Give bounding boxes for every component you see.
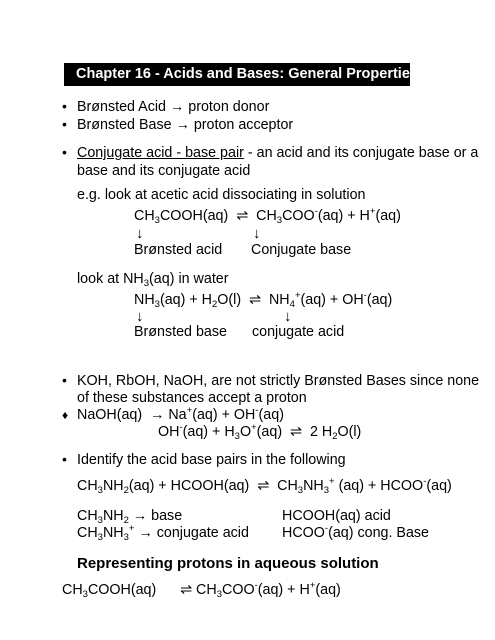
example-ammonia-intro: look at $NH_3(aq)$ in water bbox=[77, 271, 229, 289]
bullet-icon: • bbox=[62, 116, 67, 132]
bronsted-base-term: Brønsted Base bbox=[77, 117, 172, 133]
acetic-acid-equation-2: $CH_3COOH(aq)$ ⇌ $CH_3COO^-(aq) + H^+(aq)$ bbox=[62, 580, 341, 600]
diamond-bullet-icon: ♦ bbox=[62, 408, 69, 422]
conjugate-pair-line2: base and its conjugate acid bbox=[77, 163, 251, 179]
section-heading-protons: Representing protons in aqueous solution bbox=[77, 555, 379, 572]
right-arrow-icon: → bbox=[169, 99, 185, 115]
ammonia-intro-text: look at NH bbox=[77, 271, 144, 287]
koh-note-line1: KOH, RbOH, NaOH, are not strictly Brønsted Bases since none bbox=[77, 373, 480, 389]
label-conjugate-acid: conjugate acid bbox=[252, 324, 345, 340]
down-arrow-icon: ↓ bbox=[136, 225, 144, 242]
bronsted-base-meaning: proton acceptor bbox=[193, 117, 294, 133]
bronsted-base-definition bbox=[77, 118, 293, 132]
pair-base-line: $CH_3NH_2$ → base bbox=[77, 508, 183, 526]
example-acetic-intro: e.g. look at acetic acid dissociating in solution bbox=[77, 187, 366, 203]
pair-conjugate-acid-line: $CH_3NH_3^+$ → conjugate acid bbox=[77, 523, 249, 543]
ammonia-equation: $NH_3(aq) + H_2O(l)$ ⇌ $NH_4^+(aq) + OH^-(aq)$ bbox=[134, 290, 393, 310]
right-arrow-icon: → bbox=[175, 117, 190, 133]
chapter-title: Chapter 16 - Acids and Bases: General Properties bbox=[64, 63, 410, 86]
bullet-icon: • bbox=[62, 451, 67, 467]
pair-conjugate-base-label: (aq) cong. Base bbox=[328, 525, 430, 541]
koh-note-line2: of these substances accept a proton bbox=[77, 390, 307, 406]
pair-conjugate-acid-label: conjugate acid bbox=[156, 525, 249, 541]
bronsted-acid-meaning: proton donor bbox=[188, 99, 270, 115]
identify-instruction: Identify the acid base pairs in the following bbox=[77, 452, 346, 468]
down-arrow-icon: ↓ bbox=[284, 308, 292, 325]
hydroxide-hydronium-equation: $OH^-(aq) + H_3O^+(aq)$ ⇌ 2 $H_2O(l)$ bbox=[158, 422, 362, 442]
ammonia-intro-suffix: (aq) in water bbox=[149, 271, 229, 287]
label-bronsted-acid: Brønsted acid bbox=[134, 242, 223, 258]
methylamine-formic-equation: $CH_3NH_2(aq)$ + HCOOH(aq) ⇌ $CH_3NH_3^+$ (aq) + HCOO-(aq) bbox=[77, 476, 452, 496]
label-conjugate-base: Conjugate base bbox=[251, 242, 352, 258]
conjugate-pair-term: Conjugate acid - base pair bbox=[77, 145, 244, 161]
naoh-dissociation-equation: NaOH(aq) → Na+(aq) + OH-(aq) bbox=[77, 405, 284, 423]
bullet-icon: • bbox=[62, 372, 67, 388]
conjugate-pair-text: - an acid and its conjugate base or a bbox=[243, 145, 479, 161]
label-bronsted-base: Brønsted base bbox=[134, 324, 227, 340]
bronsted-acid-definition bbox=[77, 100, 269, 114]
acetic-acid-equation: $CH_3COOH(aq)$ ⇌ $CH_3COO^-(aq) + H^+(aq)$ bbox=[134, 206, 401, 226]
pair-acid-line: HCOOH(aq) acid bbox=[282, 508, 391, 524]
bronsted-acid-term: Brønsted Acid bbox=[77, 99, 166, 115]
down-arrow-icon: ↓ bbox=[253, 225, 261, 242]
pair-conjugate-base-line: HCOO-(aq) cong. Base bbox=[282, 523, 430, 541]
pair-base-label: base bbox=[151, 508, 183, 524]
bullet-icon: • bbox=[62, 98, 67, 114]
conjugate-pair-definition bbox=[77, 146, 478, 160]
bullet-icon: • bbox=[62, 144, 67, 160]
down-arrow-icon: ↓ bbox=[136, 308, 144, 325]
